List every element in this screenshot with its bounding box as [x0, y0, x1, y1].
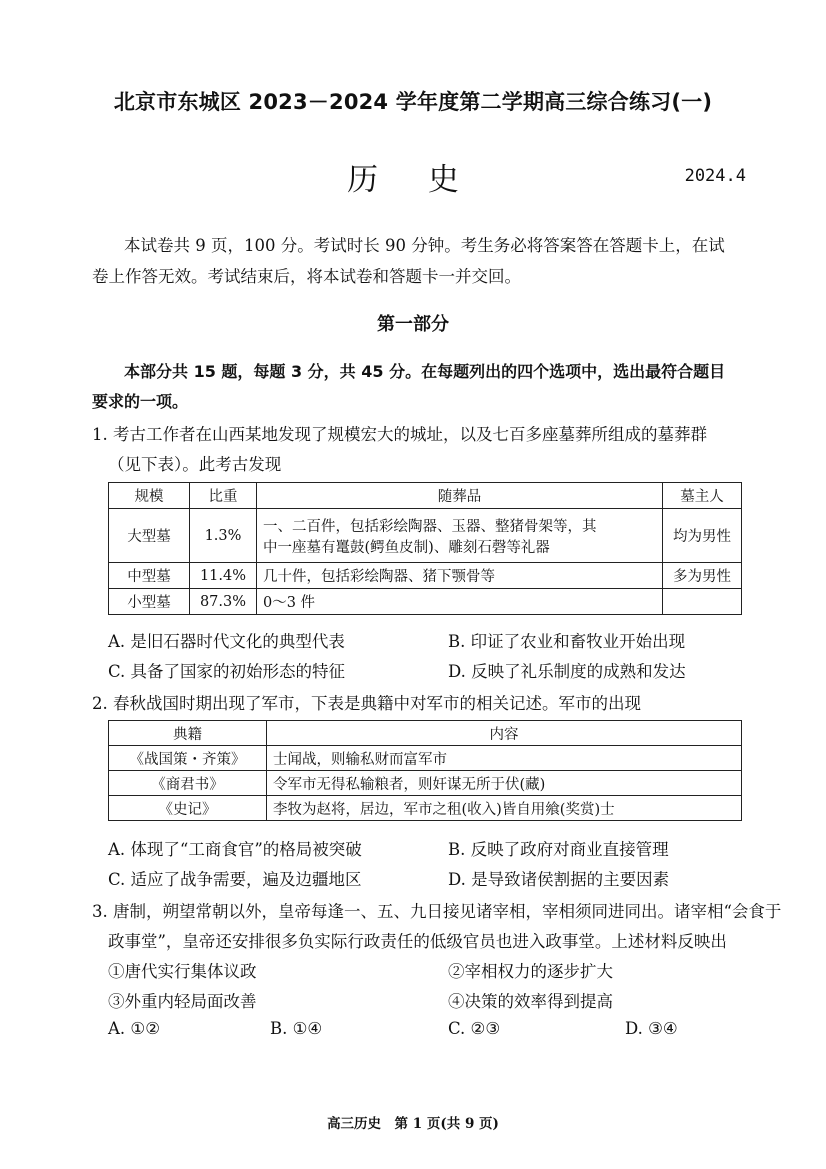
q1-table	[108, 482, 742, 615]
q1-stem-line-2: （见下表）。此考古发现	[108, 455, 282, 474]
q1-cell-owner: 均为男性	[663, 509, 742, 563]
q2-option-d[interactable]: D. 是导致诸侯割据的主要因素	[448, 870, 670, 889]
q3-item-3: ③外重内轻局面改善	[108, 992, 257, 1011]
q1-option-d[interactable]: D. 反映了礼乐制度的成熟和发达	[448, 662, 686, 681]
q1-table-header	[109, 483, 742, 509]
q2-cell-book: 《史记》	[109, 796, 267, 821]
intro-line-2: 卷上作答无效。考试结束后，将本试卷和答题卡一并交回。	[92, 267, 521, 286]
q3-item-1: ①唐代实行集体议政	[108, 962, 257, 981]
q1-cell-items	[257, 509, 663, 563]
table-row	[109, 563, 742, 589]
q1-cell-ratio: 87.3%	[190, 589, 257, 615]
q3-option-a[interactable]: A. ①②	[108, 1019, 160, 1038]
table-row	[109, 509, 742, 563]
q2-stem: 2. 春秋战国时期出现了军市，下表是典籍中对军市的相关记述。军市的出现	[92, 694, 641, 713]
q1-header-scale: 规模	[109, 483, 190, 509]
q1-header-items: 随葬品	[257, 483, 663, 509]
q2-option-c[interactable]: C. 适应了战争需要，遍及边疆地区	[108, 870, 362, 889]
q3-option-b[interactable]: B. ①④	[270, 1019, 323, 1038]
q1-option-b[interactable]: B. 印证了农业和畜牧业开始出现	[448, 632, 686, 651]
q1-option-a[interactable]: A. 是旧石器时代文化的典型代表	[108, 632, 345, 651]
q2-option-a[interactable]: A. 体现了“工商食官”的格局被突破	[108, 840, 362, 859]
q2-cell-content: 令军市无得私输粮者，则奸谋无所于伏(藏)	[267, 771, 742, 796]
part-heading: 第一部分	[377, 314, 449, 335]
part-desc-line-1: 本部分共 15 题，每题 3 分，共 45 分。在每题列出的四个选项中，选出最符合题目	[124, 362, 726, 381]
part-desc-line-2: 要求的一项。	[92, 392, 189, 411]
q3-item-2: ②宰相权力的逐步扩大	[448, 962, 613, 981]
q1-cell-ratio: 1.3%	[190, 509, 257, 563]
table-row	[109, 796, 742, 821]
q2-option-b[interactable]: B. 反映了政府对商业直接管理	[448, 840, 669, 859]
q1-header-ratio: 比重	[190, 483, 257, 509]
q1-cell-items-line: 一、二百件，包括彩绘陶器、玉器、整猪骨架等，其	[263, 518, 597, 535]
exam-title: 北京市东城区 2023－2024 学年度第二学期高三综合练习(一)	[113, 90, 713, 114]
q2-cell-book: 《商君书》	[109, 771, 267, 796]
subject-title: 历 史	[347, 162, 479, 198]
q2-table	[108, 720, 742, 821]
q2-header-book: 典籍	[109, 721, 267, 746]
table-row	[109, 746, 742, 771]
table-row	[109, 589, 742, 615]
q3-stem-line-2: 政事堂”，皇帝还安排很多负实际行政责任的低级官员也进入政事堂。上述材料反映出	[108, 932, 727, 951]
q1-cell-scale: 中型墓	[109, 563, 190, 589]
q1-cell-owner: 多为男性	[663, 563, 742, 589]
q2-cell-content: 士闻战，则输私财而富军市	[267, 746, 742, 771]
intro-line-1: 本试卷共 9 页，100 分。考试时长 90 分钟。考生务必将答案答在答题卡上，在试	[124, 236, 725, 255]
q2-header-content: 内容	[267, 721, 742, 746]
q2-table-header	[109, 721, 742, 746]
q3-option-c[interactable]: C. ②③	[448, 1019, 501, 1038]
q1-option-c[interactable]: C. 具备了国家的初始形态的特征	[108, 662, 346, 681]
q2-cell-book: 《战国策・齐策》	[109, 746, 267, 771]
q1-cell-items: 几十件，包括彩绘陶器、猪下颚骨等	[257, 563, 663, 589]
page-footer: 高三历史 第 1 页(共 9 页)	[327, 1116, 499, 1132]
q1-header-owner: 墓主人	[663, 483, 742, 509]
q3-stem-line-1: 3. 唐制，朔望常朝以外，皇帝每逢一、五、九日接见诸宰相，宰相须同进同出。诸宰相“会食于	[92, 902, 782, 921]
q1-stem-line-1: 1. 考古工作者在山西某地发现了规模宏大的城址，以及七百多座墓葬所组成的墓葬群	[92, 425, 707, 444]
table-row	[109, 771, 742, 796]
q1-cell-ratio: 11.4%	[190, 563, 257, 589]
q3-option-d[interactable]: D. ③④	[625, 1019, 678, 1038]
q1-cell-items-line: 中一座墓有鼍鼓(鳄鱼皮制)、雕刻石磬等礼器	[263, 539, 550, 556]
q3-item-4: ④决策的效率得到提高	[448, 992, 613, 1011]
q1-cell-items: 0～3 件	[257, 589, 663, 615]
q1-cell-scale: 大型墓	[109, 509, 190, 563]
exam-date: 2024.4	[684, 166, 746, 186]
q2-cell-content: 李牧为赵将，居边，军市之租(收入)皆自用飨(奖赏)士	[267, 796, 742, 821]
q1-cell-owner	[663, 589, 742, 615]
q1-cell-scale: 小型墓	[109, 589, 190, 615]
